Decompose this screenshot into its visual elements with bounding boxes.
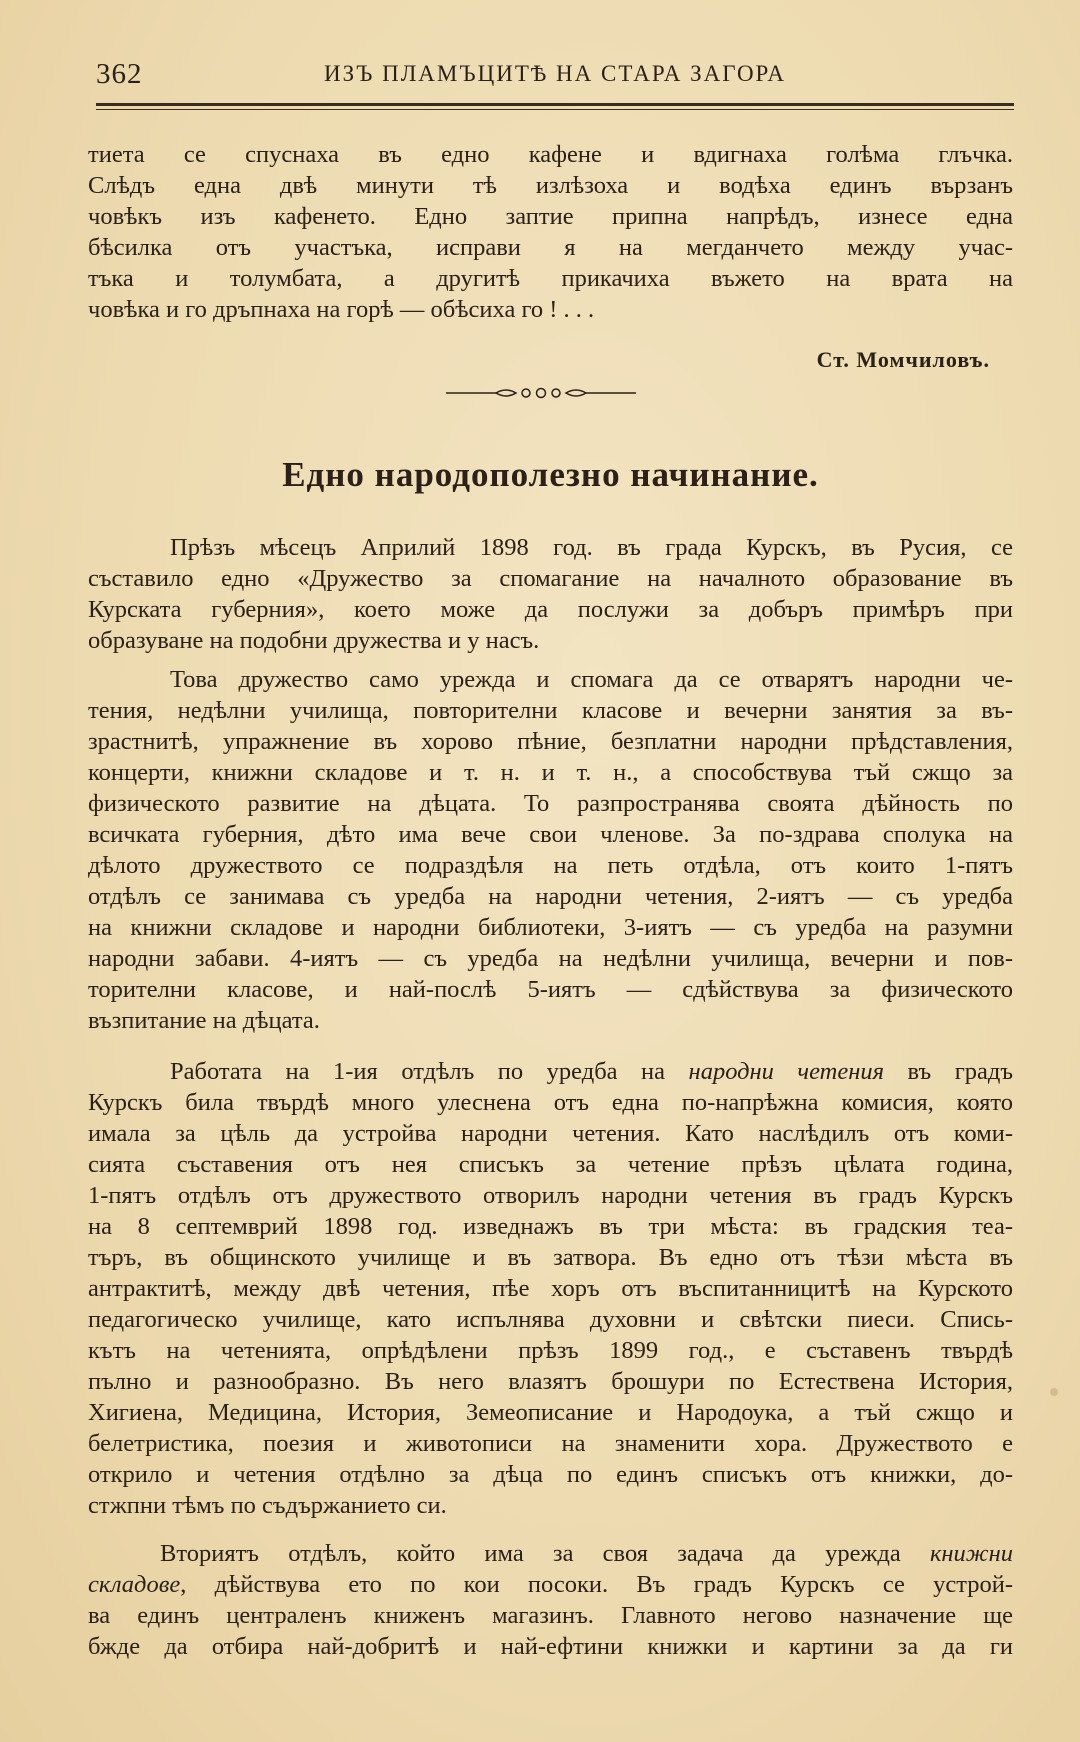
line-segment: Работата на 1-ия отдѣлъ по уредба на: [170, 1058, 689, 1085]
article-line: Курската губерния», което може да послужи за добъръ примѣръ при: [88, 596, 1013, 623]
article-line: бжде да отбира най-добритѣ и най-ефтини книжки и картини за да ги: [88, 1633, 1013, 1660]
article-line: физическото развитие на дѣцата. То разпространява своята дѣйность по: [88, 790, 1013, 817]
article-line: имала за цѣль да устройва народни четения. Като наслѣдилъ отъ коми-: [88, 1120, 1013, 1147]
page-number: 362: [96, 58, 143, 90]
article-line: Това дружество само урежда и спомага да се отварятъ народни че-: [170, 666, 1013, 693]
header-rule-thin: [96, 109, 1014, 110]
italic-phrase: народни четения: [688, 1058, 885, 1085]
article-line: белетристика, поезия и животописи на знаменити хора. Дружеството е: [88, 1430, 1013, 1457]
article-line: търъ, въ общинското училище и въ затвора. Въ едно отъ тѣзи мѣста въ: [88, 1244, 1013, 1271]
article-title: Едно народополезно начинание.: [282, 455, 819, 494]
article-line: кътъ на четенията, опрѣдѣлени прѣзъ 1899 год., е съставенъ твърдѣ: [88, 1337, 1013, 1364]
article-line: торителни класове, и най-послѣ 5-иятъ — сдѣйствува за физическото: [88, 976, 1013, 1003]
article-line: отдѣлъ се занимава съ уредба на народни четения, 2-иятъ — съ уредба: [88, 883, 1013, 910]
italic-phrase: складове: [88, 1571, 181, 1598]
paper-stain: [1050, 1388, 1058, 1396]
prev-article-line: тиета се спуснаха въ едно кафене и вдигнаха голѣма глъчка.: [88, 141, 1013, 168]
article-line: стжпни тѣмъ по съдържанието си.: [88, 1492, 447, 1519]
prev-article-line: Слѣдъ една двѣ минути тѣ излѣзоха и водѣха единъ вързанъ: [88, 172, 1013, 199]
article-line: педагогическо училище, като испълнява духовни и свѣтски пиеси. Спись-: [88, 1306, 1013, 1333]
article-line: Курскъ била твърдѣ много улеснена отъ една по-напрѣжна комисия, която: [88, 1089, 1013, 1116]
italic-phrase: книжни: [929, 1540, 1013, 1567]
article-line: [170, 1056, 1013, 1088]
article-line: на книжни складове и народни библиотеки, 3-иятъ — съ уредба на разумни: [88, 914, 1013, 941]
article-line: народни забави. 4-иятъ — съ уредба на недѣлни училища, вечерни и пов-: [88, 945, 1013, 972]
article-line: Прѣзъ мѣсецъ Априлий 1898 год. въ града Курскъ, въ Русия, се: [170, 534, 1013, 561]
article-line: ва единъ централенъ книженъ магазинъ. Главното негово назначение ще: [88, 1602, 1013, 1629]
prev-article-line: бѣсилка отъ участъка, исправи я на мегданчето между учас-: [88, 234, 1013, 261]
article-line: всичката губерния, дѣто има вече свои членове. За по-здрава сполука на: [88, 821, 1013, 848]
page-header: [96, 58, 1014, 98]
article-line: [88, 1569, 1013, 1601]
prev-article-line: тъка и толумбата, а другитѣ прикачиха въжето на врата на: [88, 265, 1013, 292]
prev-article-line: човѣкъ изъ кафенето. Едно заптие припна напрѣдъ, изнесе една: [88, 203, 1013, 230]
article-line: 1-пятъ отдѣлъ отъ дружеството отворилъ народни четения въ градъ Курскъ: [88, 1182, 1013, 1209]
article-line: възпитание на дѣцата.: [88, 1007, 320, 1034]
running-title: ИЗЪ ПЛАМЪЦИТѢ НА СТАРА ЗАГОРА: [323, 61, 787, 86]
article-line: антрактитѣ, между двѣ четения, пѣе хоръ отъ въспитанницитѣ на Курското: [88, 1275, 1013, 1302]
article-line: открило и четения отдѣлно за дѣца по единъ списъкъ отъ книжки, до-: [88, 1461, 1013, 1488]
article-line: концерти, книжни складове и т. н. и т. н., а способствува тъй сжщо за: [88, 759, 1013, 786]
prev-article-line: човѣка и го дръпнаха на горѣ — обѣсиха го ! . . .: [88, 296, 595, 323]
article-line: съставило едно «Дружество за спомагание на началното образование въ: [88, 565, 1013, 592]
article-line: Хигиена, Медицина, История, Земеописание и Народоука, а тъй сжщо и: [88, 1399, 1013, 1426]
line-segment: , дѣйствува ето по кои посоки. Въ градъ Курскъ се устрой-: [180, 1571, 1013, 1598]
line-segment: въ градъ: [884, 1058, 1013, 1085]
article-line: зрастнитѣ, упражнение въ хорово пѣние, безплатни народни прѣдставления,: [88, 728, 1013, 755]
article-line: образуване на подобни дружества и у насъ.: [88, 627, 540, 654]
article-line: тения, недѣлни училища, повторителни класове и вечерни занятия за въ-: [88, 697, 1013, 724]
article-line: [160, 1538, 1013, 1570]
article-line: на 8 септемврий 1898 год. изведнажъ въ три мѣста: въ градския теа-: [88, 1213, 1013, 1240]
author-signature: Ст. Момчиловъ.: [816, 347, 990, 372]
ornament-divider-icon: [446, 383, 636, 403]
article-line: дѣлото дружеството се подраздѣля на петь отдѣла, отъ които 1-пятъ: [88, 852, 1013, 879]
header-rule-thick: [96, 103, 1014, 106]
article-line: пълно и разнообразно. Въ него влазятъ брошури по Естествена История,: [88, 1368, 1013, 1395]
line-segment: Вториятъ отдѣлъ, който има за своя задача да урежда: [160, 1540, 930, 1567]
article-line: сията съставения отъ нея списъкъ за четение прѣзъ цѣлата година,: [88, 1151, 1013, 1178]
